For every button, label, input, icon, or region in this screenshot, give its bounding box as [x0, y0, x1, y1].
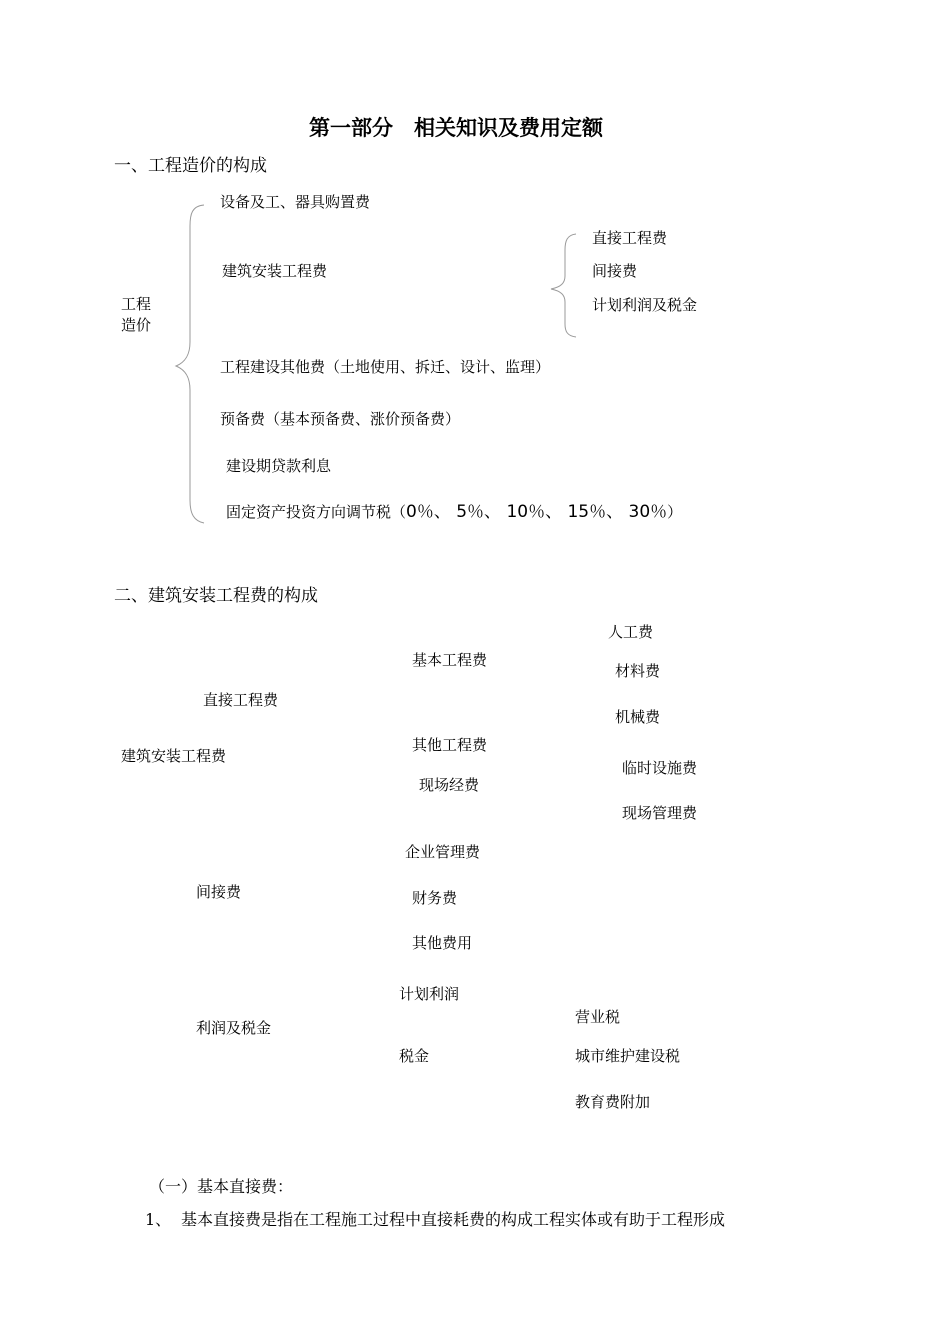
level2-basic: 基本工程费 [412, 651, 488, 669]
level2-planned-profit: 计划利润 [399, 985, 460, 1003]
level2-enterprise: 企业管理费 [405, 843, 481, 861]
sub-item-indirect: 间接费 [592, 262, 638, 280]
level2-finance: 财务费 [412, 889, 458, 907]
page-title: 第一部分 相关知识及费用定额 [309, 116, 603, 140]
level3-labor: 人工费 [608, 623, 654, 641]
item-other-construction: 工程建设其他费（土地使用、拆迁、设计、监理） [220, 358, 551, 376]
sub-item-profit-tax: 计划利润及税金 [592, 296, 698, 314]
level2-tax: 税金 [399, 1047, 430, 1065]
level3-temp: 临时设施费 [622, 759, 698, 777]
subsection-heading: （一）基本直接费： [149, 1177, 294, 1196]
section-heading-cost-composition: 一、工程造价的构成 [114, 156, 267, 176]
level3-business-tax: 营业税 [575, 1008, 621, 1026]
paragraph-number: 1、 [145, 1210, 172, 1229]
section-heading-construction-fee: 二、建筑安装工程费的构成 [114, 586, 318, 606]
item-reserve: 预备费（基本预备费、涨价预备费） [220, 410, 461, 428]
sub-brace [551, 234, 576, 337]
tax-label: 固定资产投资方向调节税（ [226, 503, 407, 521]
level2-other-fee: 其他费用 [412, 934, 473, 952]
tax-close: ） [667, 503, 683, 521]
level3-machine: 机械费 [615, 708, 661, 726]
level3-site-mgmt: 现场管理费 [622, 804, 698, 822]
sub-item-direct: 直接工程费 [592, 229, 668, 247]
root-label-line1: 工程 [121, 295, 152, 313]
item-construction: 建筑安装工程费 [222, 262, 328, 280]
level3-material: 材料费 [615, 662, 661, 680]
item-loan-interest: 建设期贷款利息 [226, 457, 332, 475]
level1-direct: 直接工程费 [203, 691, 279, 709]
tax-rates: 0％、 5％、 10％、 15％、 30％ [406, 502, 668, 522]
level2-other: 其他工程费 [412, 736, 488, 754]
level3-city-tax: 城市维护建设税 [575, 1047, 681, 1065]
level1-indirect: 间接费 [196, 883, 242, 901]
level3-edu-tax: 教育费附加 [575, 1093, 651, 1111]
item-equipment: 设备及工、器具购置费 [220, 193, 371, 211]
main-brace [176, 205, 204, 523]
root-construction-fee: 建筑安装工程费 [121, 747, 227, 765]
paragraph-text: 基本直接费是指在工程施工过程中直接耗费的构成工程实体或有助于工程形成 [181, 1210, 726, 1229]
level2-site: 现场经费 [419, 776, 480, 794]
root-label-line2: 造价 [121, 316, 152, 334]
level1-profit-tax: 利润及税金 [196, 1019, 272, 1037]
item-tax [226, 502, 682, 522]
